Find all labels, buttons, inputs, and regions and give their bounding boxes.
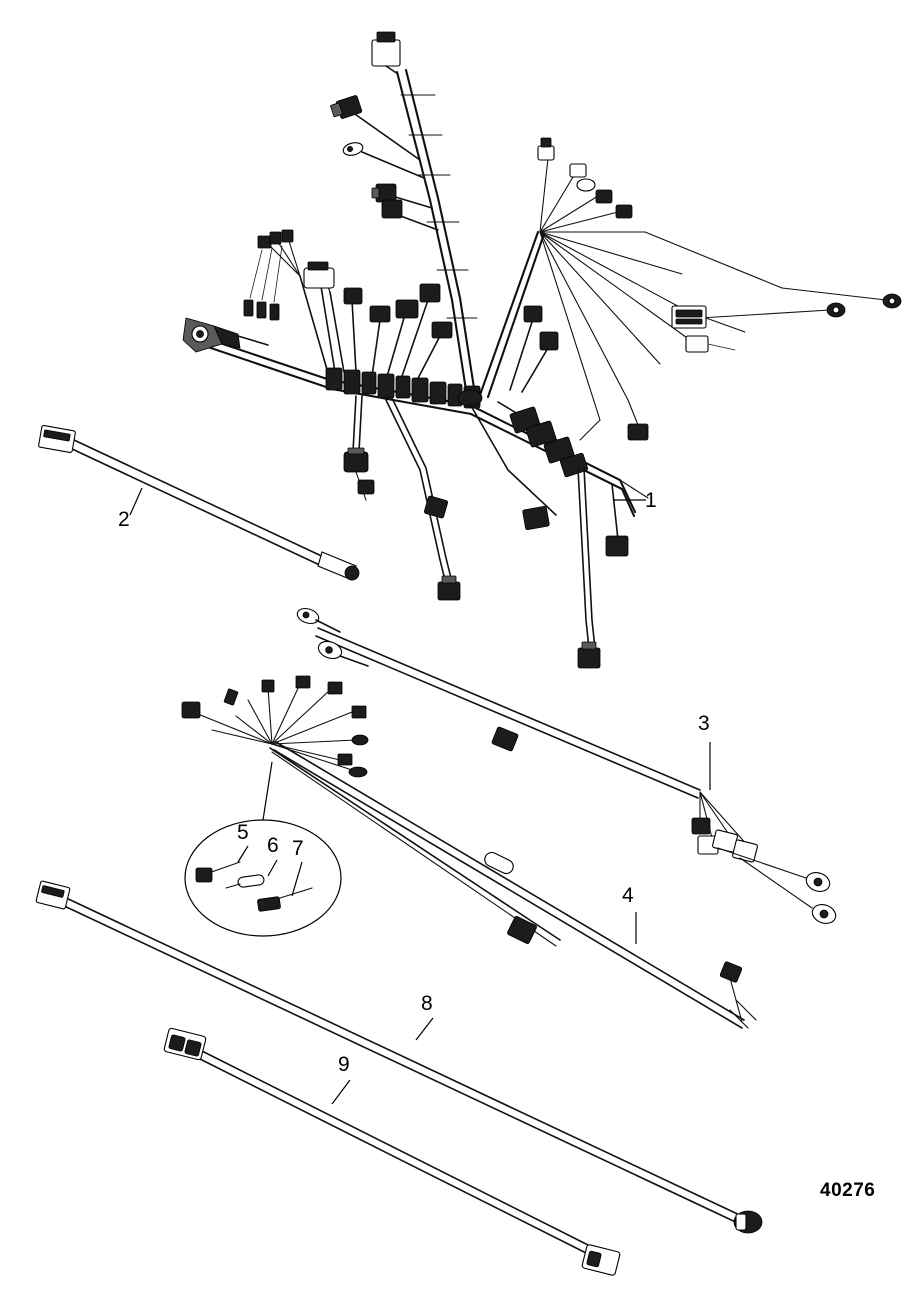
detail-part-5 <box>196 846 248 882</box>
callout-8-leader <box>416 1018 433 1040</box>
part-9-sensor-lead-short <box>164 1028 621 1276</box>
part-2-extension-harness <box>38 425 359 580</box>
upper-left-connector-2 <box>372 184 396 202</box>
center-connector-cluster <box>244 230 482 408</box>
bottom-leg-connector-2 <box>606 536 628 556</box>
far-right-terminal-2 <box>883 294 901 308</box>
callout-2: 2 <box>118 508 130 531</box>
callout-3: 3 <box>698 712 710 735</box>
right-short-branches <box>580 400 648 440</box>
part-9-right-connector <box>582 1244 621 1276</box>
detail-part-7 <box>257 862 312 911</box>
detail-bubble-leader <box>263 762 272 820</box>
part-4-tube-end <box>482 850 515 876</box>
fan-connector-a <box>538 146 554 160</box>
callout-1: 1 <box>645 489 657 512</box>
part-3-eyelet-2 <box>810 901 839 926</box>
part-3-battery-cable <box>295 606 838 927</box>
part-8-sensor-lead-long <box>36 881 762 1233</box>
fan-connector-d <box>616 205 632 218</box>
callout-4: 4 <box>622 884 634 907</box>
part-4-node-fan <box>182 676 368 777</box>
part-2-right-connector <box>318 552 359 580</box>
fan-connector-c <box>596 190 612 203</box>
part-8-right-connector <box>734 1211 762 1233</box>
mid-right-connectors <box>510 406 589 477</box>
harness-left-boot <box>183 318 268 352</box>
callout-5: 5 <box>237 821 249 844</box>
leg-grommet-1 <box>344 448 368 472</box>
cluster-sleeve <box>304 262 334 288</box>
part-3-ring-terminal-b <box>316 638 368 666</box>
part-9-left-connector <box>164 1028 207 1060</box>
part-3-eyelet-1 <box>804 869 833 894</box>
part-8-left-connector <box>36 881 70 910</box>
leg-connector-mid <box>424 496 448 519</box>
leg-connector-end <box>438 576 460 600</box>
part-4-left-connector <box>182 702 200 718</box>
part-3-mid-clip <box>491 727 518 752</box>
callout-6: 6 <box>267 834 279 857</box>
right-small-connector <box>686 336 708 352</box>
fan-connector-b <box>570 164 586 177</box>
part-4-clip-mid <box>507 916 537 944</box>
detail-bubble <box>185 762 341 936</box>
callout-8: 8 <box>421 992 433 1015</box>
callout-2-leader <box>130 488 142 515</box>
part-3-terminal-fan <box>692 792 838 927</box>
leg-connector-right <box>522 506 549 530</box>
right-block-connector <box>672 306 706 328</box>
upper-left-eyelet <box>342 141 364 157</box>
part-2-left-connector <box>38 425 75 453</box>
callout-9: 9 <box>338 1053 350 1076</box>
part-1-main-harness <box>183 32 901 668</box>
lower-legs <box>344 306 648 668</box>
top-connector <box>372 32 400 74</box>
bottom-leg-connector <box>578 642 600 668</box>
figure-code: 40276 <box>820 1180 876 1201</box>
upper-left-connector-3 <box>382 200 402 218</box>
right-fan <box>538 138 901 420</box>
far-right-terminal-1 <box>827 303 845 317</box>
callout-9-leader <box>332 1080 350 1104</box>
callout-7: 7 <box>292 837 304 860</box>
